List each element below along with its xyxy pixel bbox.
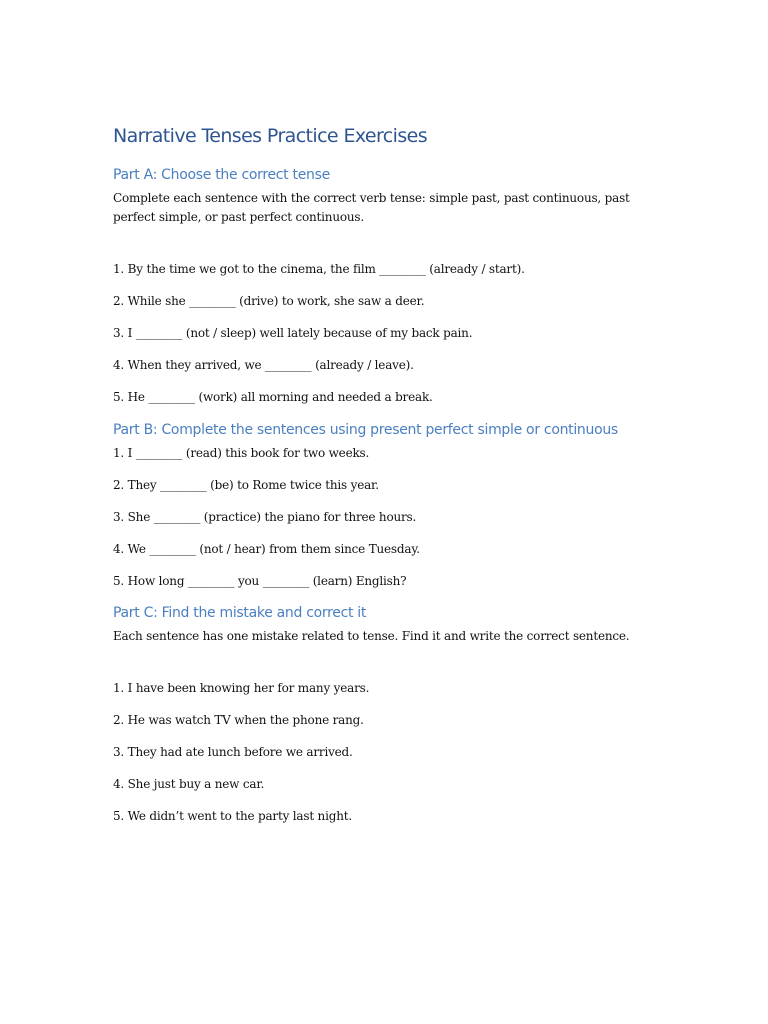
part-c-item-2: 2. He was watch TV when the phone rang. [113,713,364,727]
part-a-item-4: 4. When they arrived, we ________ (already / leave). [113,358,414,372]
part-c-heading: Part C: Find the mistake and correct it [113,605,367,621]
part-c-instructions: Each sentence has one mistake related to tense. Find it and write the correct sentence. [113,629,630,643]
part-a-item-3: 3. I ________ (not / sleep) well lately because of my back pain. [113,326,473,340]
part-c-item-4: 4. She just buy a new car. [113,777,265,791]
part-b-item-1: 1. I ________ (read) this book for two weeks. [113,446,370,460]
part-a-heading: Part A: Choose the correct tense [113,167,330,183]
part-a-instructions: Complete each sentence with the correct verb tense: simple past, past continuous, past perfect simple, or past perfect continuous. [113,191,630,224]
part-c-item-1: 1. I have been knowing her for many years. [113,681,370,695]
part-b-item-3: 3. She ________ (practice) the piano for three hours. [113,510,417,524]
part-b-item-2: 2. They ________ (be) to Rome twice this year. [113,478,379,492]
part-a-item-2: 2. While she ________ (drive) to work, she saw a deer. [113,294,425,308]
part-b-item-5: 5. How long ________ you ________ (learn) English? [113,574,407,588]
part-b-heading: Part B: Complete the sentences using present perfect simple or continuous [113,422,618,438]
part-a-item-1: 1. By the time we got to the cinema, the film ________ (already / start). [113,262,525,276]
part-c-item-3: 3. They had ate lunch before we arrived. [113,745,353,759]
part-c-item-5: 5. We didn’t went to the party last night. [113,809,352,823]
part-b-item-4: 4. We ________ (not / hear) from them since Tuesday. [113,542,420,556]
document-title: Narrative Tenses Practice Exercises [113,125,428,147]
part-a-item-5: 5. He ________ (work) all morning and needed a break. [113,390,433,404]
